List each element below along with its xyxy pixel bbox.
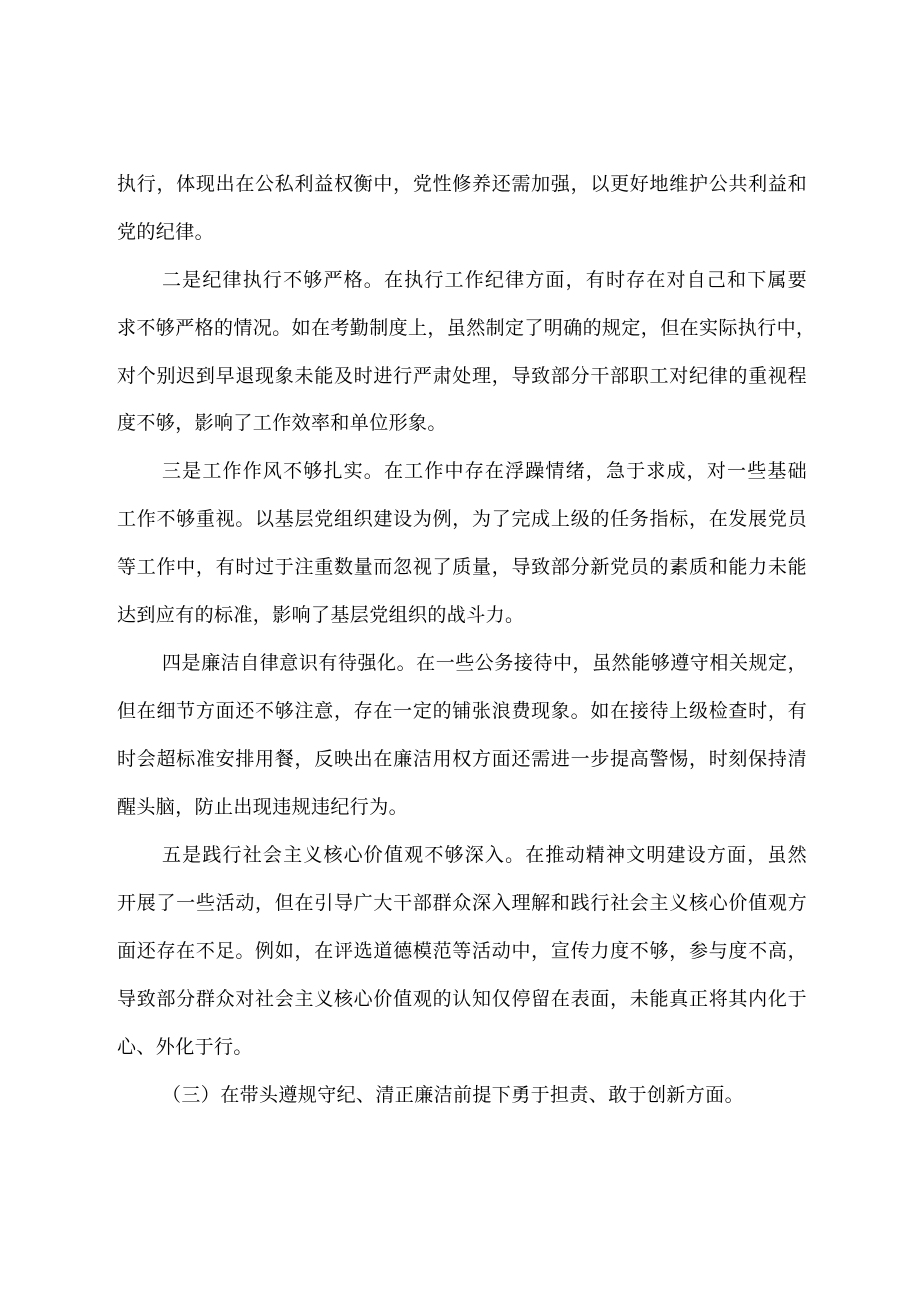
text-line: 对个别迟到早退现象未能及时进行严肃处理，导致部分干部职工对纪律的重视程 [117,365,807,387]
text-line: 执行，体现出在公私利益权衡中，党性修养还需加强，以更好地维护公共利益和 [117,173,807,195]
paragraph-heading-line: 四是廉洁自律意识有待强化。在一些公务接待中，虽然能够遵守相关规定， [162,652,807,674]
paragraph-heading-line: 三是工作作风不够扎实。在工作中存在浮躁情绪，急于求成，对一些基础 [162,460,807,482]
text-line: 时会超标准安排用餐，反映出在廉洁用权方面还需进一步提高警惕，时刻保持清 [117,748,807,770]
text-line: 醒头脑，防止出现违规违纪行为。 [117,796,409,818]
text-line: 度不够，影响了工作效率和单位形象。 [117,412,447,434]
text-line: 面还存在不足。例如，在评选道德模范等活动中，宣传力度不够，参与度不高， [117,940,807,962]
text-line: 但在细节方面还不够注意，存在一定的铺张浪费现象。如在接待上级检查时，有 [117,700,807,722]
paragraph-heading-line: 二是纪律执行不够严格。在执行工作纪律方面，有时存在对自己和下属要 [162,269,807,291]
text-line: 等工作中，有时过于注重数量而忽视了质量，导致部分新党员的素质和能力未能 [117,556,807,578]
section-heading: （三）在带头遵规守纪、清正廉洁前提下勇于担责、敢于创新方面。 [162,1084,745,1106]
text-line: 求不够严格的情况。如在考勤制度上，虽然制定了明确的规定，但在实际执行中， [117,317,816,339]
text-line: 开展了一些活动，但在引导广大干部群众深入理解和践行社会主义核心价值观方 [117,892,807,914]
text-line: 导致部分群众对社会主义核心价值观的认知仅停留在表面，未能真正将其内化于 [117,988,807,1010]
text-line: 达到应有的标准，影响了基层党组织的战斗力。 [117,604,525,626]
paragraph-heading-line: 五是践行社会主义核心价值观不够深入。在推动精神文明建设方面，虽然 [162,844,807,866]
text-line: 党的纪律。 [117,221,215,243]
text-line: 心、外化于行。 [117,1036,253,1058]
text-line: 工作不够重视。以基层党组织建设为例，为了完成上级的任务指标，在发展党员 [117,508,807,530]
